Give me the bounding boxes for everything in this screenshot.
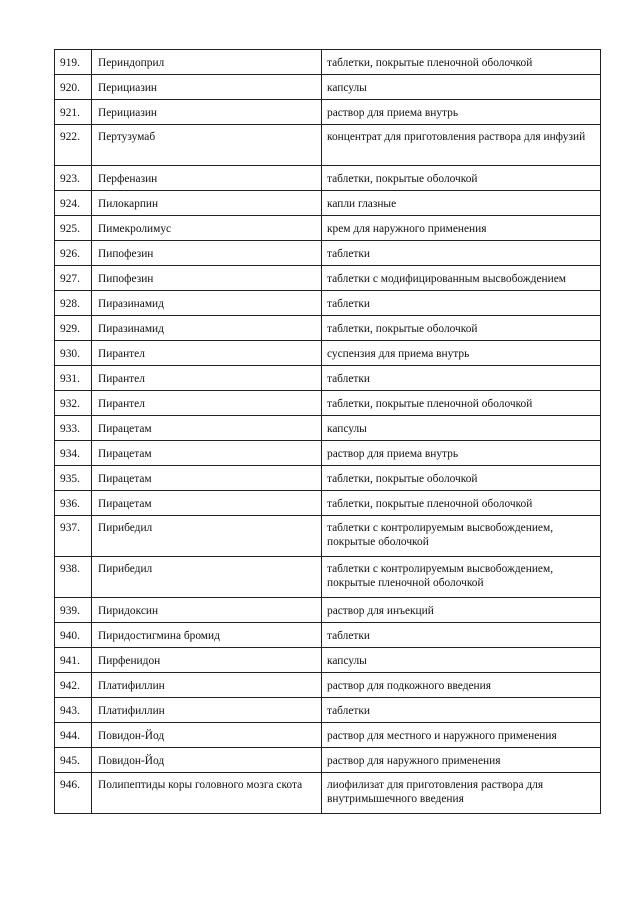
drug-name: Повидон-Йод (92, 748, 322, 773)
dosage-form: таблетки, покрытые пленочной оболочкой (322, 50, 601, 75)
table-row (55, 125, 601, 166)
dosage-form: капсулы (322, 416, 601, 441)
row-number: 931. (55, 366, 92, 391)
table-row (55, 216, 601, 241)
drug-name: Пирантел (92, 391, 322, 416)
row-number: 942. (55, 673, 92, 698)
dosage-form: таблетки (322, 366, 601, 391)
table-row (55, 698, 601, 723)
drug-name: Полипептиды коры головного мозга скота (92, 773, 322, 814)
dosage-form: таблетки (322, 291, 601, 316)
dosage-form: капсулы (322, 75, 601, 100)
row-number: 946. (55, 773, 92, 814)
dosage-form: раствор для инъекций (322, 598, 601, 623)
row-number: 925. (55, 216, 92, 241)
table-row (55, 341, 601, 366)
drug-name: Пирацетам (92, 466, 322, 491)
table-row (55, 557, 601, 598)
row-number: 945. (55, 748, 92, 773)
row-number: 919. (55, 50, 92, 75)
dosage-form: лиофилизат для приготовления раствора для внутримышечного введения (322, 773, 601, 814)
drug-name: Пирибедил (92, 557, 322, 598)
dosage-form: таблетки, покрытые пленочной оболочкой (322, 491, 601, 516)
table-row (55, 648, 601, 673)
row-number: 932. (55, 391, 92, 416)
drug-name: Перициазин (92, 75, 322, 100)
table-row (55, 291, 601, 316)
table-row (55, 166, 601, 191)
dosage-form: таблетки (322, 241, 601, 266)
row-number: 941. (55, 648, 92, 673)
row-number: 927. (55, 266, 92, 291)
drug-table (54, 49, 601, 814)
dosage-form: суспензия для приема внутрь (322, 341, 601, 366)
table-row (55, 241, 601, 266)
row-number: 922. (55, 125, 92, 166)
dosage-form: крем для наружного применения (322, 216, 601, 241)
row-number: 934. (55, 441, 92, 466)
dosage-form: концентрат для приготовления раствора для инфузий (322, 125, 601, 166)
table-row (55, 773, 601, 814)
drug-name: Пирацетам (92, 491, 322, 516)
drug-name: Платифиллин (92, 698, 322, 723)
dosage-form: таблетки с контролируемым высвобождением, покрытые оболочкой (322, 516, 601, 557)
row-number: 923. (55, 166, 92, 191)
drug-name: Перфеназин (92, 166, 322, 191)
drug-name: Повидон-Йод (92, 723, 322, 748)
dosage-form: раствор для приема внутрь (322, 100, 601, 125)
drug-name: Пирацетам (92, 416, 322, 441)
drug-name: Пирантел (92, 366, 322, 391)
dosage-form: раствор для наружного применения (322, 748, 601, 773)
table-row (55, 516, 601, 557)
row-number: 928. (55, 291, 92, 316)
drug-name: Пиридоксин (92, 598, 322, 623)
dosage-form: раствор для подкожного введения (322, 673, 601, 698)
dosage-form: раствор для местного и наружного применения (322, 723, 601, 748)
table-row (55, 748, 601, 773)
drug-name: Пиридостигмина бромид (92, 623, 322, 648)
dosage-form: капсулы (322, 648, 601, 673)
row-number: 924. (55, 191, 92, 216)
row-number: 929. (55, 316, 92, 341)
drug-name: Пилокарпин (92, 191, 322, 216)
row-number: 940. (55, 623, 92, 648)
dosage-form: раствор для приема внутрь (322, 441, 601, 466)
dosage-form: капли глазные (322, 191, 601, 216)
row-number: 943. (55, 698, 92, 723)
drug-table-body (55, 50, 601, 814)
table-row (55, 466, 601, 491)
table-row (55, 623, 601, 648)
drug-name: Пирантел (92, 341, 322, 366)
row-number: 926. (55, 241, 92, 266)
drug-name: Платифиллин (92, 673, 322, 698)
drug-name: Пиразинамид (92, 291, 322, 316)
table-row (55, 366, 601, 391)
row-number: 936. (55, 491, 92, 516)
drug-name: Пиразинамид (92, 316, 322, 341)
dosage-form: таблетки (322, 623, 601, 648)
table-row (55, 266, 601, 291)
row-number: 937. (55, 516, 92, 557)
dosage-form: таблетки с модифицированным высвобождением (322, 266, 601, 291)
drug-name: Пимекролимус (92, 216, 322, 241)
table-row (55, 191, 601, 216)
drug-name: Пертузумаб (92, 125, 322, 166)
row-number: 921. (55, 100, 92, 125)
table-row (55, 491, 601, 516)
row-number: 939. (55, 598, 92, 623)
dosage-form: таблетки, покрытые оболочкой (322, 166, 601, 191)
drug-name: Периндоприл (92, 50, 322, 75)
drug-name: Перициазин (92, 100, 322, 125)
drug-name: Пирибедил (92, 516, 322, 557)
table-row (55, 100, 601, 125)
table-row (55, 723, 601, 748)
document-page (54, 49, 600, 814)
table-row (55, 416, 601, 441)
table-row (55, 441, 601, 466)
table-row (55, 673, 601, 698)
table-row (55, 75, 601, 100)
dosage-form: таблетки с контролируемым высвобождением, покрытые пленочной оболочкой (322, 557, 601, 598)
drug-name: Пипофезин (92, 241, 322, 266)
table-row (55, 391, 601, 416)
table-row (55, 316, 601, 341)
row-number: 944. (55, 723, 92, 748)
drug-name: Пирацетам (92, 441, 322, 466)
row-number: 938. (55, 557, 92, 598)
drug-name: Пипофезин (92, 266, 322, 291)
row-number: 933. (55, 416, 92, 441)
row-number: 930. (55, 341, 92, 366)
dosage-form: таблетки, покрытые пленочной оболочкой (322, 391, 601, 416)
row-number: 935. (55, 466, 92, 491)
dosage-form: таблетки, покрытые оболочкой (322, 316, 601, 341)
table-row (55, 50, 601, 75)
row-number: 920. (55, 75, 92, 100)
dosage-form: таблетки, покрытые оболочкой (322, 466, 601, 491)
table-row (55, 598, 601, 623)
drug-name: Пирфенидон (92, 648, 322, 673)
dosage-form: таблетки (322, 698, 601, 723)
